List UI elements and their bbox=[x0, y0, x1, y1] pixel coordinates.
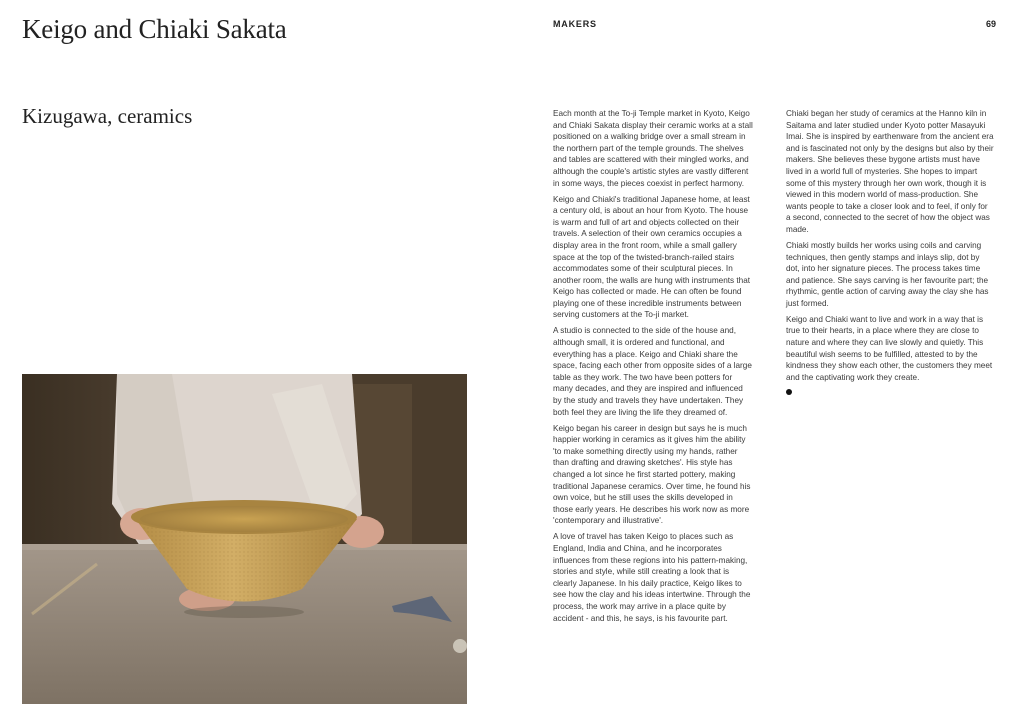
section-label: MAKERS bbox=[553, 19, 597, 29]
paragraph: A love of travel has taken Keigo to places such as England, India and China, and he incorporates influences from these regions into his pattern-making, stories and style, while still creating a look that is clearly Japanese. In his daily practice, Keigo likes to see how the clay and his ideas intertwine. Through the process, the work may arrive in a place quite by accident - and this, he says, is his favourite part. bbox=[553, 532, 751, 623]
article-subtitle: Kizugawa, ceramics bbox=[22, 104, 193, 128]
paragraph: Chiaki mostly builds her works using coils and carving techniques, then gently stamps and inlays slip, dot by dot, into her signature pieces. The process takes time and patience. She says carving is her favourite part; the rhythmic, gentle action of carving away the clay she has just formed. bbox=[786, 240, 989, 308]
page-title: Keigo and Chiaki Sakata bbox=[22, 14, 287, 44]
end-mark-dot bbox=[786, 389, 792, 395]
photo-bowl-in-hands bbox=[22, 374, 467, 704]
text-column-right bbox=[786, 108, 994, 395]
paragraph: Keigo and Chiaki want to live and work in a way that is true to their hearts, in a place where they are close to nature and where they can live slowly and quietly. This beautiful wish seems to be fulfilled, attested to by the kindness they show each other, the customers they meet and the captivating work they create. bbox=[786, 314, 993, 382]
page-number: 69 bbox=[986, 19, 997, 29]
paragraph: Each month at the To-ji Temple market in Kyoto, Keigo and Chiaki Sakata display their ceramic works at a stall positioned on a walking bridge over a small stream in the northern part of the temple grounds. The shelves and tables are scattered with their mingled works, and although the couple's artistic styles are vastly different in some ways, the pieces coexist in perfect harmony. bbox=[553, 109, 753, 188]
paragraph: Keigo began his career in design but says he is much happier working in ceramics as it gives him the ability 'to make something directly using my hands, rather than drafting and drawing sketches'. His style has changed a lot since he first started pottery, making traditional Japanese ceramics. Over time, he found his own voice, but he still uses the skills developed in those early years. He describes his work now as more 'contemporary and illustrative'. bbox=[553, 423, 751, 526]
text-column-left bbox=[553, 108, 753, 628]
paragraph: Keigo and Chiaki's traditional Japanese home, at least a century old, is about an hour from Kyoto. The house is warm and full of art and objects collected on their travels. A selection of their own ceramics occupies a display area in the front room, while a small gallery space at the top of the twisted-branch-railed stairs accommodates some of their sculptural pieces. In another room, the walls are hung with instruments that Keigo has collected or made. He can often be found playing one of these incredible instruments between serving customers at the To-ji market. bbox=[553, 194, 751, 320]
paragraph: A studio is connected to the side of the house and, although small, it is ordered and functional, and everything has a place. Keigo and Chiaki share the space, facing each other from opposite sides of a large table as they work. The two have been potters for many decades, and they are inspired and influenced by the study and travels they have undertaken. They both feel they are living the life they dreamed of. bbox=[553, 326, 752, 417]
paragraph: Chiaki began her study of ceramics at the Hanno kiln in Saitama and later studied under Kyoto potter Masayuki Imai. She is inspired by earthenware from the ancient era and is fascinated not only by the designs but also by their makers. She believes these bygone artists must have lived in a world full of mysteries. She hopes to impart some of this mystery through her own work, though it is viewed in this modern world of mass-production. She wants people to take a closer look and to feel, if only for a second, connected to the secret of how the object was made. bbox=[786, 109, 994, 234]
